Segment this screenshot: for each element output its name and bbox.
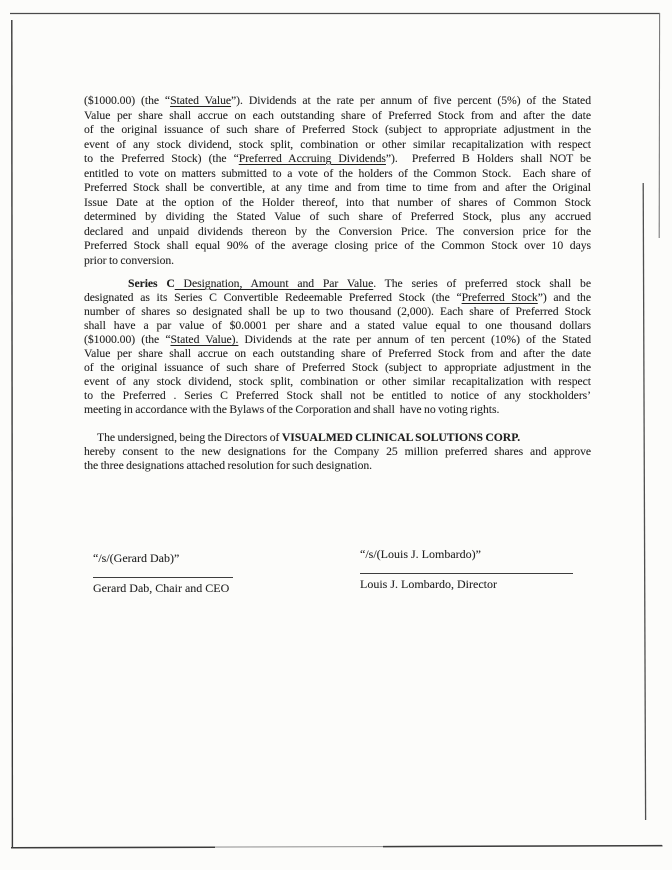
signature-line-right	[360, 573, 573, 574]
text-segment: Preferred Accruing Dividends	[238, 152, 386, 165]
text-line	[84, 196, 591, 211]
series-c-paragraph	[84, 277, 591, 417]
text-segment: ($1000.00) (the “	[84, 333, 171, 346]
text-line	[84, 333, 591, 347]
text-segment: Value per share shall accrue on each outstanding share of Preferred Stock from and after the date	[84, 347, 591, 360]
text-line	[84, 277, 591, 291]
text-line	[84, 445, 591, 459]
text-segment: designated as its Series C Convertible Redeemable Preferred Stock (the “	[84, 291, 462, 304]
text-segment: event of any stock dividend, stock split, combination or other similar recapitalization with respect	[84, 137, 591, 151]
text-line	[84, 94, 591, 109]
signature-text-right: “/s/(Louis J. Lombardo)”	[360, 547, 481, 561]
text-segment: to the Preferred . Series C Preferred Stock shall not be entitled to notice of any stockholders’	[84, 389, 591, 402]
text-segment: Series C	[128, 277, 175, 290]
text-line	[84, 138, 591, 153]
text-segment: ”). Dividends at the rate per annum of five percent (5%) of the Stated	[231, 94, 591, 107]
text-segment: Preferred Stock	[461, 291, 538, 304]
signature-line-left	[93, 577, 233, 578]
signature-block-left	[93, 551, 333, 595]
text-line	[84, 375, 591, 389]
text-line	[84, 181, 591, 196]
text-line	[84, 152, 591, 167]
text-line	[84, 431, 591, 445]
text-line	[84, 403, 591, 417]
text-segment: Issue Date at the option of the Holder thereof, into that number of shares of Common Stock	[84, 195, 591, 209]
text-segment: Preferred Stock shall be convertible, at any time and from time to time from and after the Original	[84, 181, 591, 194]
text-line	[84, 123, 591, 138]
text-line	[84, 109, 591, 124]
text-segment: of the original issuance of such share of Preferred Stock (subject to appropriate adjustment in the	[84, 361, 591, 374]
text-segment: Dividends at the rate per annum of ten percent (10%) of the Stated	[238, 333, 591, 346]
text-segment: Designation, Amount and Par Value	[174, 277, 374, 290]
document-body	[84, 94, 591, 473]
text-line	[84, 361, 591, 375]
text-line	[84, 305, 591, 319]
text-segment: Value per share shall accrue on each outstanding share of Preferred Stock from and after the date	[84, 108, 591, 122]
text-line	[84, 459, 591, 473]
text-line	[84, 254, 591, 269]
signature-text-left: “/s/(Gerard Dab)”	[93, 551, 180, 565]
text-line	[84, 225, 591, 240]
text-segment: event of any stock dividend, stock split, combination or other similar recapitalization with respect	[84, 375, 591, 388]
text-line	[84, 291, 591, 305]
text-segment: declared and unpaid dividends thereon by the Conversion Price. The conversion price for the	[84, 224, 591, 238]
text-segment: VISUALMED CLINICAL SOLUTIONS CORP.	[281, 431, 521, 444]
text-segment: ”). Preferred B Holders shall NOT be	[385, 152, 591, 165]
continuation-series-b-paragraph	[84, 94, 591, 268]
text-segment: Preferred Stock shall equal 90% of the average closing price of the Common Stock over 10 days	[84, 239, 591, 252]
text-segment: the three designations attached resolution for such designation.	[84, 459, 373, 472]
text-line	[84, 389, 591, 403]
directors-consent-paragraph	[84, 431, 591, 473]
text-segment: ”) and the	[537, 291, 591, 304]
text-line	[84, 319, 591, 333]
text-segment: number of shares so designated shall be up to two thousand (2,000). Each share of Preferred Stock	[84, 305, 591, 318]
signature-block-right	[360, 547, 620, 591]
signatory-name-right: Louis J. Lombardo, Director	[360, 577, 497, 591]
text-segment: entitled to vote on matters submitted to a vote of the holders of the Common Stock. Each share of	[84, 166, 591, 180]
text-segment: The undersigned, being the Directors of	[97, 431, 282, 444]
text-segment: determined by dividing the Stated Value of such share of Preferred Stock, plus any accrued	[84, 210, 591, 223]
text-segment: shall have a par value of $0.0001 per share and a stated value equal to one thousand dollars	[84, 319, 591, 332]
signatory-name-left: Gerard Dab, Chair and CEO	[93, 581, 230, 595]
text-segment: Stated Value	[170, 94, 232, 107]
text-line	[84, 167, 591, 182]
text-line	[84, 347, 591, 361]
text-segment: Stated Value).	[170, 333, 239, 346]
text-segment: ($1000.00) (the “	[84, 94, 171, 107]
text-line	[84, 210, 591, 225]
text-segment: prior to conversion.	[84, 253, 175, 267]
text-segment: hereby consent to the new designations for the Company 25 million preferred shares and approve	[84, 445, 591, 458]
text-segment: meeting in accordance with the Bylaws of the Corporation and shall have no voting rights.	[84, 403, 500, 416]
text-segment: to the Preferred Stock) (the “	[84, 152, 239, 165]
text-segment: . The series of preferred stock shall be	[373, 277, 591, 290]
text-segment: of the original issuance of such share of Preferred Stock (subject to appropriate adjustment in the	[84, 123, 591, 136]
text-line	[84, 239, 591, 254]
